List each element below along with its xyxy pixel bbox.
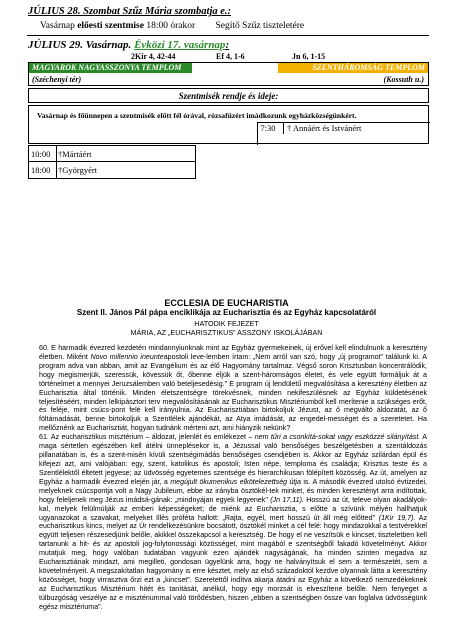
- p61-text-b: A maga sértetlen egészében kell átélni ünneplésekor is, a Jézussal való bensőséges beszélgetésben a szentáldozás pillanatában is, és a szent-misén kívüli szentségimádás bensőséges csendjében is. Akkor az Egyház szilárdan épül és kifejezi azt, ami valójában: egy, szent, katolikus és apostoli; Isten népe, temploma és családja; Krisztus teste és a Szentlélektől éltetett jegyese; az üdvösség egyetemes szentsége és hierarchikusan fölépített közösség. Az út, amelyen az Egyház a harmadik évezred elején jár, a: [39, 433, 428, 486]
- mass-2-time: 18:00: [31, 165, 51, 175]
- article-subtitle: Szent II. János Pál pápa enciklikája az Eucharisztia és az Egyház kapcsolatáról: [76, 308, 377, 317]
- paragraph-60: [39, 344, 427, 433]
- reading-gospel: Jn 6, 1-15: [292, 52, 326, 61]
- p60-text-a: 60. E harmadik évezred kezdetén mindannyiunknak mint az Egyház gyermekeinek, új erővel kell elindulnunk a keresztény életben. Miként: [39, 344, 427, 361]
- mass-2-intention: †Györgyért: [58, 165, 98, 175]
- vigil-dedication: Segítő Szűz tiszteletére: [215, 21, 305, 31]
- church-left-place: (Széchenyi tér): [32, 75, 82, 84]
- mass-1-time: 10:00: [31, 149, 51, 159]
- vigil-mass-line: [40, 21, 440, 31]
- p60-text-b: apostoli leve-lemben írtam: „Nem arról van szó, hogy „új programot" találunk ki. A program adva van abban, amit az Evangélium és az élő Hagyomány tartalmaz. Végső soron Krisztusban koncentrálódik, hogy megismerjük, szeressük, kövessük őt, őbenne éljük a szent-háromságos életet, és vele együtt formáljuk át a történelmet a mennyei Jeruzsálemben való beteljesedésig." E program új lendületű megvalósítása a keresztény életben az Eucharisztia által történik. Minden életszentségre törekvésnek, minden nekifeszülésnek az Egyház küldetésének teljesítéséért, minden lelkipásztori terv megvalósításának az Eucharisztikus Misztériumból kell merítenie a szükséges erőt, és feléje, mint csúcs-pont felé kell irányulnia. Az Eucharisztiában birtokoljuk Jézust, az ő megváltó áldozatát, az ő föltámadását, benne birtokoljuk a Szentlélek ajándékát, az Atya imádását, az engedel-mességet és a szeretetet. Ha mellőznénk az Eucharisztiát, hogyan tudnánk mérteni azt, ami hiányzik nekünk?: [39, 352, 427, 433]
- chapter-label: HATODIK FEJEZET: [194, 319, 259, 328]
- p61-text-a: 61. Az eucharisztikus misztérium – áldozat, jelenlét és emlékezet –: [39, 433, 255, 442]
- divider: [27, 35, 429, 36]
- saturday-title: JÚLIUS 28. Szombat Szűz Mária szombatja e.:: [28, 6, 232, 17]
- chapter-title: MÁRIA, AZ „EUCHARISZTIKUS” ASSZONY ISKOLÁJÁBAN: [130, 328, 323, 337]
- sunday-colon: :: [225, 39, 230, 51]
- article-title: ECCLESIA DE EUCHARISTIA: [164, 298, 289, 308]
- mass-row-2: [28, 162, 196, 179]
- schedule-title-box: [28, 88, 429, 103]
- rosary-notice: Vasárnap és főünnepen a szentmisék előtt fél órával, rózsafüzért imádkozunk egyházközségünkért.: [37, 111, 357, 120]
- schedule-title: Szentmisék rendje és ideje:: [178, 91, 279, 101]
- church-right-place: (Kossuth u.): [383, 75, 424, 84]
- p61-text-e: Az eucharisztikus kincs, melyet az Úr rendelkezésünkre bocsátott, ösztökél minket a cél felé: hogy mindazokkal a testvérekkel együtt teljesen részesedjünk belőle, akikkel összekapcsol a keresztség. De hogy el ne veszítsük e kincset, tiszteletben kell tartanunk a hit- és az apostoli jog-folytonossági közösséget, mint magából e szentségből fakadó követelményt. Akkor mutatjuk meg, hogy valóban tudatában vagyunk ezen ajándék nagyságának, ha minden szinten megadva az Eucharisztiának mindazt, ami megilleti, gondosan ügyelünk arra, hogy ne halványítsuk el sem a természetét, sem a követelményeit. A megszakítatlan hagyomány is erre késztet, mely az első századoktól kezdve olyannak látta a keresztény közösséget, hogy virrasztva őrzi ezt a „kincset". Szeretettől indítva akarja átadni az Egyház a következő nemzedékeknek az Eucharisztikus Misztérium hitét és tanítását, anélkül, hogy egy morzsát is elveszítene belőle. Nem fenyeget a túlbuzgóság veszélye az e misztériummal való törődésben, hiszen „ebben a szentségben össze van foglalva üdvösségünk egész misztériuma".: [39, 513, 427, 611]
- p61-italic: nem tűri a csonkítá-sokat vagy eszközzé silányítást.: [254, 433, 421, 442]
- notice-box: [28, 105, 429, 144]
- p61-text-d: Hosszú az út, televe olyan akadályok-kal, melyek felülmúlják az emberi képességeket; de miénk az Eucharisztia, s előtte a szívünk mélyén hallhatjuk ugyanazokat a szavakat, melyeket Illés próféta hallott: „Rajta, egyél, mert hosszú út áll még előtted": [39, 495, 428, 522]
- reading-1: 2Kir 4, 42-44: [131, 52, 176, 61]
- churches-header: [28, 62, 429, 86]
- sunday-ordinal: Évközi 17. vasárnap: [134, 39, 226, 51]
- church-right-name: SZENTHÁROMSÁG TEMPLOM: [278, 63, 428, 73]
- mass-row-1: [28, 145, 196, 162]
- right-mass-intention: † Annáért és Istvánért: [287, 123, 362, 133]
- article-body: [39, 344, 427, 612]
- cell-divider: [283, 122, 284, 134]
- mass-1-intention: †Mártáért: [58, 149, 92, 159]
- p61-ref: (Jn 17,11).: [270, 495, 304, 504]
- cell-divider: [56, 162, 57, 178]
- p61-ref-2: (1Kir 19,7).: [378, 513, 416, 522]
- sunday-line: [28, 39, 229, 51]
- sunday-date: JÚLIUS 29. Vasárnap.: [28, 39, 132, 51]
- saturday-header: [28, 6, 231, 17]
- p61-italic-2: megújult ökumenikus elkötelezettség útja: [170, 477, 301, 486]
- cell-divider: [56, 146, 57, 161]
- p61-text-c: is. A második évezred utolsó évtizedei, melyeknek csúcspontja volt a Nagy Jubileum, ebbe az irányba ösztökél-tek minket, és minden keresztényt arra indítottak, hogy feleljenek meg Jézus imádsá-gának: „mindnyájan egyek legyenek": [39, 477, 428, 504]
- vigil-time: 18:00 órakor: [143, 21, 196, 31]
- church-left-name: MAGYAROK NAGYASSZONYA TEMPLOM: [29, 63, 192, 73]
- reading-2: Ef 4, 1-6: [216, 52, 245, 61]
- p60-italic: Novo millennio ineunte: [90, 352, 164, 361]
- vigil-bold: előesti szentmise: [77, 21, 144, 31]
- paragraph-61: [39, 433, 427, 611]
- vigil-prefix: Vasárnap: [40, 21, 78, 31]
- right-mass-time: 7:30: [260, 123, 276, 133]
